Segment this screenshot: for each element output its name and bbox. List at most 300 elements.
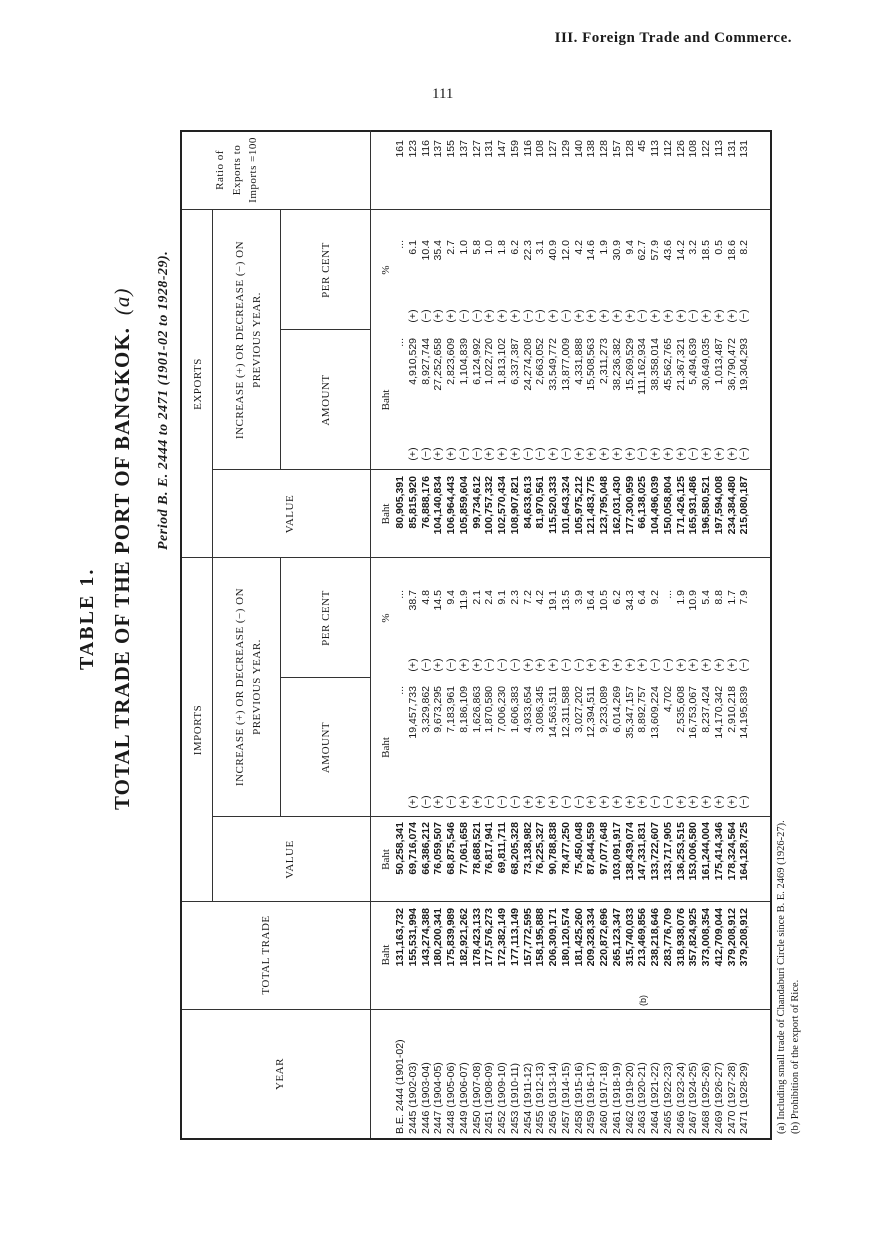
- column-imports-value-cell: 90,788,838: [547, 822, 559, 875]
- column-imports-value-cell: 153,006,580: [687, 822, 700, 881]
- column-imports-sign-cell: (+): [521, 795, 534, 809]
- column-imports-value-cell: 87,844,559: [585, 822, 598, 875]
- column-ratio-cell: 116: [419, 140, 432, 157]
- column-imports-value-cell: 164,128,725: [738, 822, 751, 881]
- column-exports-amount-cell: 4,331,888: [572, 338, 585, 385]
- footnote-a: (a) Including small trade of Chandaburi Circle since B. E. 2469 (1926-27).: [776, 820, 787, 1134]
- column-total-trade-cell: 178,423,133: [470, 908, 483, 967]
- column-imports-value-cell: 175,414,346: [712, 822, 725, 881]
- column-exports-sign2-cell: (+): [661, 309, 674, 323]
- header-imports-percent: PER CENT: [320, 590, 332, 646]
- column-ratio-cell: 126: [674, 140, 687, 158]
- column-imports-amount-cell: 19,457,733: [406, 686, 419, 739]
- column-exports-sign2-cell: (+): [623, 309, 636, 323]
- column-exports-sign2-cell: (+): [547, 309, 559, 323]
- column-exports-percent-cell: 22.3: [521, 240, 534, 261]
- header-year: YEAR: [274, 1058, 286, 1090]
- column-imports-value-cell: 73,138,982: [521, 822, 534, 875]
- column-exports-value-cell: 197,594,008: [712, 476, 725, 535]
- column-imports-percent-cell: 4.8: [419, 590, 432, 605]
- column-total-trade-cell: 143,274,388: [419, 908, 432, 967]
- column-imports-sign-cell: (−): [496, 795, 508, 809]
- column-imports-sign-cell: (+): [725, 795, 738, 809]
- column-year-cell: 2454 (1911-12): [521, 1062, 534, 1134]
- column-year-cell: 2452 (1909-10): [496, 1062, 508, 1134]
- column-exports-sign-cell: (−): [559, 447, 572, 461]
- column-imports-amount-cell: 3,027,202: [572, 686, 585, 733]
- header-exports-value: VALUE: [284, 494, 296, 534]
- column-ratio: [394, 140, 751, 200]
- column-exports-amount-cell: 38,358,014: [649, 338, 661, 391]
- column-imports-percent-cell: 6.4: [636, 590, 649, 605]
- column-ratio-cell: 108: [534, 140, 547, 158]
- column-total-trade-cell: 283,776,709: [661, 908, 674, 967]
- column-exports-percent-cell: 18.5: [700, 240, 712, 261]
- column-exports-sign-cell: (+): [585, 447, 598, 461]
- column-imports-amount-cell: 7,183,961: [445, 686, 457, 733]
- column-exports-sign-cell: (+): [572, 447, 585, 461]
- unit-imports-percent: %: [380, 613, 392, 623]
- column-imports-amount-cell: 16,753,067: [687, 686, 700, 739]
- column-total-trade-cell: 238,218,646: [649, 908, 661, 967]
- column-imports-sign2-cell: (+): [687, 658, 700, 672]
- title-note-ref: (a): [110, 287, 134, 316]
- column-imports-sign2-cell: (+): [432, 658, 445, 672]
- column-ratio-cell: 123: [406, 140, 419, 158]
- header-exports: EXPORTS: [192, 358, 204, 410]
- column-imports-percent-cell: 2.4: [483, 590, 496, 605]
- column-imports-percent-cell: 1.7: [725, 590, 738, 605]
- column-exports-amount-cell: 2,823,609: [445, 338, 457, 385]
- column-imports-percent-cell: 9.1: [496, 590, 508, 605]
- column-total-trade-cell: 175,839,989: [445, 908, 457, 967]
- column-year-cell: 2459 (1916-17): [585, 1062, 598, 1134]
- unit-exports-amount: Baht: [380, 389, 392, 411]
- column-exports-value-cell: 81,970,561: [534, 476, 547, 529]
- column-imports-amount-cell: 6,014,269: [610, 686, 623, 733]
- column-ratio-cell: 137: [457, 140, 470, 158]
- column-imports-amount-cell: 9,233,089: [598, 686, 610, 733]
- column-imports-amount-cell: 7,006,230: [496, 686, 508, 733]
- column-exports-value-cell: 84,633,613: [521, 476, 534, 529]
- column-imports-percent-cell: 7.2: [521, 590, 534, 605]
- column-exports-value-cell: 104,496,039: [649, 476, 661, 535]
- column-imports-sign2-cell: (+): [521, 658, 534, 672]
- column-ratio-cell: 137: [432, 140, 445, 158]
- column-imports-sign-cell: (−): [559, 795, 572, 809]
- column-imports-percent-cell: 7.9: [738, 590, 751, 605]
- column-exports-value-cell: 105,859,604: [457, 476, 470, 535]
- column-year-cell: 2453 (1910-11): [508, 1062, 521, 1134]
- column-imports-amount-cell: 14,563,511: [547, 686, 559, 738]
- column-year-cell: 2447 (1904-05): [432, 1062, 445, 1134]
- column-exports-sign-cell: (+): [700, 447, 712, 461]
- column-imports-amount-cell: 1,626,863: [470, 686, 483, 733]
- column-ratio-cell: 159: [508, 140, 521, 158]
- column-exports-sign-cell: (−): [470, 447, 483, 461]
- column-ratio-cell: 128: [623, 140, 636, 158]
- column-exports-sign-cell: (−): [687, 447, 700, 461]
- column-imports-amount-cell: 2,910,218: [725, 686, 738, 733]
- column-imports-sign2-cell: (+): [623, 658, 636, 672]
- column-imports-sign2-cell: (−): [559, 658, 572, 672]
- column-imports-sign-cell: (+): [700, 795, 712, 809]
- column-exports-value-cell: 162,031,430: [610, 476, 623, 535]
- column-total-trade-cell: 379,208,912: [738, 908, 751, 967]
- column-exports-value-cell: 99,734,612: [470, 476, 483, 529]
- column-exports-amount-cell: 1,013,487: [712, 338, 725, 385]
- column-ratio-cell: 131: [738, 140, 751, 158]
- column-exports-sign-cell: (+): [712, 447, 725, 461]
- column-imports-amount-cell: 4,933,654: [521, 686, 534, 733]
- column-ratio-cell: 108: [687, 140, 700, 158]
- column-imports-value-cell: 78,477,250: [559, 822, 572, 875]
- header-imports: IMPORTS: [192, 704, 204, 756]
- column-exports-sign2-cell: (+): [700, 309, 712, 323]
- column-ratio-cell: 131: [483, 140, 496, 158]
- column-imports-value-cell: 147,331,831: [636, 822, 649, 881]
- column-ratio-cell: 112: [661, 140, 674, 157]
- column-exports-percent-cell: 30.9: [610, 240, 623, 261]
- table-title: TOTAL TRADE OF THE PORT OF BANGKOK.(a): [110, 287, 134, 810]
- column-year: [394, 1012, 751, 1134]
- column-exports-percent-cell: 10.4: [419, 240, 432, 261]
- column-year-cell: 2449 (1906-07): [457, 1062, 470, 1134]
- column-imports-sign2-cell: (+): [636, 658, 649, 672]
- column-imports-sign-cell: (+): [687, 795, 700, 809]
- column-exports-sign-cell: (+): [674, 447, 687, 461]
- column-imports-value-cell: 97,077,648: [598, 822, 610, 875]
- column-imports-amount-cell: 14,170,342: [712, 686, 725, 739]
- column-exports-sign-cell: (−): [636, 447, 649, 461]
- column-imports-value-cell: 133,722,607: [649, 822, 661, 881]
- column-exports-sign-cell: [394, 442, 407, 466]
- column-exports-sign2-cell: (−): [419, 309, 432, 323]
- column-year-cell: 2461 (1918-19): [610, 1062, 623, 1134]
- column-exports-percent-cell: 6.2: [508, 240, 521, 255]
- column-exports-sign2-cell: (+): [610, 309, 623, 323]
- column-imports-sign2-cell: (−): [419, 658, 432, 672]
- column-imports-sign-cell: (+): [598, 795, 610, 809]
- column-ratio-cell: 138: [585, 140, 598, 158]
- column-exports-amount-cell: 4,910,529: [406, 338, 419, 385]
- column-year-cell: 2450 (1907-08): [470, 1062, 483, 1134]
- column-imports-amount-cell: 3,329,862: [419, 686, 432, 733]
- column-exports-value-cell: 85,815,920: [406, 476, 419, 529]
- column-exports-value-cell: 102,570,434: [496, 476, 508, 535]
- column-total-trade-cell: 379,208,912: [725, 908, 738, 967]
- column-imports-amount-cell: 8,892,757: [636, 686, 649, 733]
- column-imports-percent-cell: 13.5: [559, 590, 572, 611]
- column-imports-sign2-cell: (−): [738, 658, 751, 672]
- header-imports-value: VALUE: [284, 840, 296, 879]
- unit-imports-amount: Baht: [380, 737, 392, 758]
- column-exports-sign-cell: (+): [406, 447, 419, 461]
- column-imports-percent-cell: 16.4: [585, 590, 598, 611]
- column-year-cell: 2451 (1908-09): [483, 1062, 496, 1134]
- column-total-trade-cell: 315,740,033: [623, 908, 636, 967]
- column-imports-amount-cell: 2,535,608: [674, 686, 687, 733]
- column-imports-sign2-cell: (+): [674, 658, 687, 672]
- column-exports-sign2: [394, 304, 751, 328]
- column-exports-value-cell: 104,140,834: [432, 476, 445, 535]
- column-imports-percent-cell: 2.1: [470, 590, 483, 605]
- column-imports-value-cell: 50,258,341: [394, 822, 406, 875]
- column-exports-sign-cell: (+): [496, 447, 508, 461]
- column-total-trade-cell: 181,425,260: [572, 908, 585, 967]
- column-ratio-cell: 131: [725, 140, 738, 158]
- column-total-trade-cell: 131,163,732: [394, 908, 406, 967]
- column-total-trade-cell: 265,123,347: [610, 908, 623, 967]
- column-exports-percent-cell: 40.9: [547, 240, 559, 261]
- column-exports-percent-cell: 18.6: [725, 240, 738, 261]
- column-imports-percent-cell: 10.5: [598, 590, 610, 611]
- column-exports-sign2-cell: (+): [406, 309, 419, 323]
- column-year-cell: 2468 (1925-26): [700, 1062, 712, 1134]
- column-imports-percent: [394, 590, 751, 650]
- column-ratio-cell: 113: [712, 140, 725, 157]
- header-exports-change: INCREASE (+) OR DECREASE (−) ON PREVIOUS YEAR.: [234, 240, 263, 440]
- column-exports-sign2-cell: (+): [674, 309, 687, 323]
- column-exports-amount-cell: 6,337,387: [508, 338, 521, 385]
- column-imports-sign-cell: (+): [674, 795, 687, 809]
- table-number: TABLE 1.: [76, 567, 98, 670]
- column-total-trade-cell: 182,921,262: [457, 908, 470, 967]
- column-ratio-cell: 113: [649, 140, 661, 157]
- column-imports-sign2-cell: (−): [661, 658, 674, 672]
- header-imports-amount: AMOUNT: [320, 721, 332, 774]
- column-imports-sign-cell: (+): [432, 795, 445, 809]
- column-year-cell: 2458 (1915-16): [572, 1062, 585, 1134]
- column-imports-value-cell: 68,875,546: [445, 822, 457, 875]
- column-exports-amount-cell: 1,104,839: [457, 338, 470, 385]
- header-exports-amount: AMOUNT: [320, 374, 332, 426]
- column-imports-percent-cell: 4.2: [534, 590, 547, 605]
- column-exports-percent-cell: 57.9: [649, 240, 661, 261]
- column-exports-sign2-cell: (−): [534, 309, 547, 323]
- column-exports-sign2-cell: (−): [521, 309, 534, 323]
- column-exports-sign-cell: (+): [598, 447, 610, 461]
- column-year-cell: 2455 (1912-13): [534, 1062, 547, 1134]
- column-imports-percent-cell: 34.3: [623, 590, 636, 611]
- column-year-cell: 2470 (1927-28): [725, 1062, 738, 1134]
- column-imports-sign2-cell: (+): [700, 658, 712, 672]
- column-ratio-cell: 127: [470, 140, 483, 158]
- column-total-trade-cell: 318,938,076: [674, 908, 687, 967]
- column-imports-sign2-cell: (−): [483, 658, 496, 672]
- column-exports-amount: [394, 338, 751, 440]
- column-imports-percent-cell: ...: [661, 590, 674, 599]
- column-exports-percent-cell: 14.2: [674, 240, 687, 261]
- column-exports-amount-cell: 27,252,658: [432, 338, 445, 391]
- column-exports-sign-cell: (+): [483, 447, 496, 461]
- column-imports-sign-cell: (+): [712, 795, 725, 809]
- column-imports-sign-cell: (−): [419, 795, 432, 809]
- total-trade-note-b: (b): [638, 995, 648, 1006]
- column-exports-sign-cell: (+): [432, 447, 445, 461]
- column-ratio-cell: 122: [700, 140, 712, 158]
- column-exports-sign2-cell: (+): [598, 309, 610, 323]
- column-year-cell: 2460 (1917-18): [598, 1062, 610, 1134]
- table-period: Period B. E. 2444 to 2471 (1901-02 to 1928-29).: [156, 250, 171, 550]
- column-exports-value-cell: 66,138,025: [636, 476, 649, 529]
- column-imports-sign-cell: (−): [483, 795, 496, 809]
- column-exports-value-cell: 123,795,048: [598, 476, 610, 535]
- column-exports-sign-cell: (+): [623, 447, 636, 461]
- column-ratio-cell: 129: [559, 140, 572, 158]
- column-imports-percent-cell: 5.4: [700, 590, 712, 605]
- column-year-cell: 2445 (1902-03): [406, 1062, 419, 1134]
- column-imports-sign-cell: (+): [534, 795, 547, 809]
- column-year-cell: 2469 (1926-27): [712, 1062, 725, 1134]
- column-year-cell: 2464 (1921-22): [649, 1062, 661, 1134]
- header-exports-percent: PER CENT: [320, 242, 332, 298]
- column-exports-amount-cell: 15,508,563: [585, 338, 598, 391]
- column-exports-percent-cell: ...: [394, 240, 406, 249]
- column-exports-sign2-cell: (−): [470, 309, 483, 323]
- unit-total: Baht: [380, 944, 392, 966]
- column-year-cell: 2457 (1914-15): [559, 1062, 572, 1134]
- column-imports-percent-cell: 8.8: [712, 590, 725, 605]
- column-year-cell: 2467 (1924-25): [687, 1062, 700, 1134]
- column-imports-amount-cell: 12,394,511: [585, 686, 598, 738]
- column-exports-sign2-cell: (+): [572, 309, 585, 323]
- column-total-trade-cell: 373,008,354: [700, 908, 712, 967]
- unit-imports-value: Baht: [380, 849, 392, 870]
- column-exports-value-cell: 177,300,959: [623, 476, 636, 535]
- column-exports-sign2-cell: (+): [725, 309, 738, 323]
- column-imports-amount-cell: 12,311,588: [559, 686, 572, 738]
- column-exports-amount-cell: 6,124,992: [470, 338, 483, 385]
- column-total-trade-cell: 220,872,696: [598, 908, 610, 967]
- column-exports-percent-cell: 14.6: [585, 240, 598, 261]
- page-number: 111: [432, 86, 454, 102]
- column-exports-amount-cell: 15,269,529: [623, 338, 636, 391]
- column-imports-sign-cell: (−): [649, 795, 661, 809]
- column-imports-value-cell: 76,225,327: [534, 822, 547, 875]
- column-exports-percent-cell: 12.0: [559, 240, 572, 261]
- column-exports-percent-cell: 3.1: [534, 240, 547, 255]
- column-imports-amount-cell: ...: [394, 686, 406, 695]
- running-header: III. Foreign Trade and Commerce.: [554, 30, 792, 46]
- column-imports-sign: [394, 790, 751, 814]
- column-imports-sign2-cell: [394, 654, 407, 676]
- column-exports-percent-cell: 35.4: [432, 240, 445, 261]
- column-exports-sign-cell: (+): [649, 447, 661, 461]
- column-exports-value-cell: 150,058,804: [661, 476, 674, 535]
- column-exports-value-cell: 105,975,212: [572, 476, 585, 535]
- column-imports-sign2-cell: (+): [712, 658, 725, 672]
- column-exports-amount-cell: 13,877,009: [559, 338, 572, 391]
- column-ratio-cell: 147: [496, 140, 508, 158]
- column-imports-value-cell: 136,253,515: [674, 822, 687, 881]
- column-imports-amount-cell: 14,195,839: [738, 686, 751, 739]
- column-exports-percent-cell: 1.8: [496, 240, 508, 255]
- column-ratio-cell: 140: [572, 140, 585, 158]
- column-exports-amount-cell: ...: [394, 338, 406, 347]
- column-imports-sign2-cell: (+): [534, 658, 547, 672]
- column-imports-percent-cell: 38.7: [406, 590, 419, 611]
- column-exports-sign2-cell: (−): [559, 309, 572, 323]
- column-imports-percent-cell: 3.9: [572, 590, 585, 605]
- column-exports-sign2-cell: (−): [457, 309, 470, 323]
- column-exports-sign2-cell: [394, 304, 407, 328]
- column-exports-sign-cell: (+): [445, 447, 457, 461]
- column-imports-percent-cell: 9.2: [649, 590, 661, 605]
- column-imports-sign-cell: (−): [661, 795, 674, 809]
- column-imports-amount-cell: 4,702: [661, 686, 674, 713]
- column-imports-amount-cell: 3,086,345: [534, 686, 547, 733]
- column-exports-sign-cell: (−): [457, 447, 470, 461]
- column-exports-value-cell: 80,905,391: [394, 476, 406, 529]
- column-exports-value-cell: 196,580,521: [700, 476, 712, 535]
- column-imports-value-cell: 68,205,328: [508, 822, 521, 875]
- column-total-trade-cell: 357,824,925: [687, 908, 700, 967]
- column-exports-percent-cell: 43.6: [661, 240, 674, 261]
- column-exports-amount-cell: 45,562,765: [661, 338, 674, 391]
- column-imports-value-cell: 103,091,917: [610, 822, 623, 881]
- column-exports-sign2-cell: (−): [687, 309, 700, 323]
- column-imports-value-cell: 69,811,711: [496, 822, 508, 874]
- column-year-cell: B.E. 2444 (1901-02): [394, 1039, 406, 1134]
- rotated-table-page: [60, 40, 801, 1140]
- column-exports-amount-cell: 1,813,102: [496, 338, 508, 385]
- column-total-trade-cell: 180,120,574: [559, 908, 572, 967]
- column-exports-amount-cell: 33,549,772: [547, 338, 559, 391]
- column-ratio-cell: 128: [598, 140, 610, 158]
- column-exports-sign-cell: (−): [534, 447, 547, 461]
- footnote-b: (b) Prohibition of the export of Rice.: [790, 979, 801, 1134]
- column-exports-sign-cell: (+): [661, 447, 674, 461]
- column-ratio-cell: 45: [636, 140, 649, 152]
- column-exports-sign-cell: (−): [419, 447, 432, 461]
- column-imports-sign2-cell: (+): [406, 658, 419, 672]
- column-exports-sign-cell: (+): [508, 447, 521, 461]
- column-imports-value-cell: 161,244,004: [700, 822, 712, 881]
- column-exports-amount-cell: 36,790,472: [725, 338, 738, 391]
- column-exports-amount-cell: 19,304,293: [738, 338, 751, 391]
- column-imports-amount-cell: 8,237,424: [700, 686, 712, 733]
- column-imports-percent-cell: 19.1: [547, 590, 559, 611]
- column-imports-sign2: [394, 654, 751, 676]
- column-imports-value-cell: 75,450,048: [572, 822, 585, 875]
- column-imports-sign-cell: (+): [470, 795, 483, 809]
- column-total-trade-cell: 158,195,888: [534, 908, 547, 967]
- column-imports-sign2-cell: (+): [547, 658, 559, 672]
- header-total-trade: TOTAL TRADE: [260, 915, 272, 995]
- column-exports-percent-cell: 62.7: [636, 240, 649, 261]
- column-imports-percent-cell: 10.9: [687, 590, 700, 611]
- column-exports-amount-cell: 2,663,052: [534, 338, 547, 385]
- column-imports-percent-cell: 14.5: [432, 590, 445, 611]
- column-imports-sign-cell: (+): [623, 795, 636, 809]
- column-exports-percent-cell: 5.8: [470, 240, 483, 255]
- column-exports-percent-cell: 4.2: [572, 240, 585, 255]
- column-exports-percent-cell: 9.4: [623, 240, 636, 255]
- column-ratio-cell: 157: [610, 140, 623, 158]
- column-exports-percent: [394, 240, 751, 300]
- column-exports-value-cell: 115,520,333: [547, 476, 559, 534]
- column-exports-sign2-cell: (−): [636, 309, 649, 323]
- column-exports-amount-cell: 38,236,382: [610, 338, 623, 391]
- column-exports-sign2-cell: (+): [432, 309, 445, 323]
- column-imports-sign-cell: [394, 790, 407, 814]
- column-exports-value-cell: 121,483,775: [585, 476, 598, 535]
- column-imports-sign-cell: (+): [585, 795, 598, 809]
- column-imports-value-cell: 138,439,074: [623, 822, 636, 881]
- column-imports-amount-cell: 35,347,157: [623, 686, 636, 739]
- column-year-cell: 2462 (1919-20): [623, 1062, 636, 1134]
